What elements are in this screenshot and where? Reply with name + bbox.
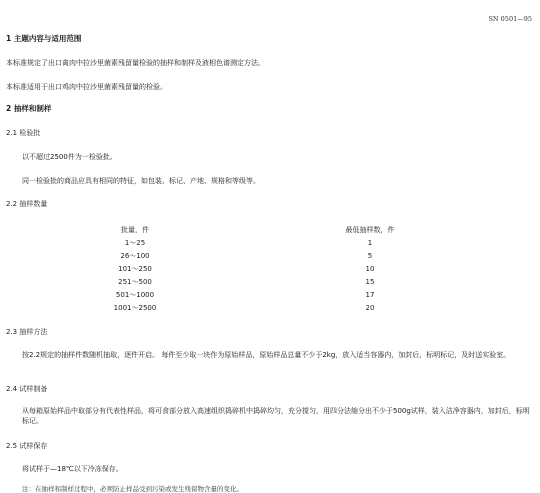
section-2-4-paragraph: 从每箱原始样品中取部分有代表性样品，将可食部分放入高速组织捣碎机中捣碎均匀，充分搅匀，用四分法缩分出不少于500g试样，装入洁净容器内，加封后，标明标记。 [22, 407, 530, 425]
section-2-1-heading: 2.1 检验批 [6, 129, 41, 137]
table-cell-batch: 501～1000 [115, 291, 155, 299]
table-cell-min-samples: 20 [365, 304, 375, 312]
section-2-5-heading: 2.5 试样保存 [6, 442, 48, 450]
table-header-batch: 批量，件 [121, 226, 149, 234]
section-2-3-heading: 2.3 抽样方法 [6, 328, 48, 336]
table-cell-batch: 1001～2500 [113, 304, 157, 312]
table-cell-min-samples: 10 [365, 265, 375, 273]
section-2-5-note: 注：在抽样和制样过程中，必须防止样品受到污染或发生残留物含量的变化。 [22, 485, 243, 493]
section-2-heading: 2 抽样和制样 [6, 104, 52, 113]
section-2-4-heading: 2.4 试样制备 [6, 385, 48, 393]
section-2-3-paragraph: 按2.2规定的抽样件数随机抽取，逐件开启。 每件至少取一块作为原始样品，原始样品总量不少于2kg，放入适当容器内，加封后，标明标记，及时送实验室。 [22, 351, 511, 359]
table-cell-batch: 26～100 [120, 252, 150, 260]
standard-code: SN 0501—95 [488, 15, 532, 23]
table-header-min-samples: 最低抽样数，件 [345, 226, 395, 234]
section-2-1-paragraph-1: 以不超过2500件为一检验批。 [22, 153, 117, 161]
table-cell-batch: 101～250 [118, 265, 152, 273]
section-1-paragraph-2: 本标准适用于出口鸡肉中拉沙里菌素残留量的检验。 [6, 83, 167, 91]
table-cell-batch: 1～25 [124, 239, 146, 247]
section-2-5-paragraph: 将试样于—18℃以下冷冻保存。 [22, 465, 123, 473]
table-cell-min-samples: 5 [367, 252, 373, 260]
section-1-heading: 1 主题内容与适用范围 [6, 34, 82, 43]
table-cell-min-samples: 1 [367, 239, 373, 247]
table-cell-min-samples: 15 [365, 278, 375, 286]
section-2-2-heading: 2.2 抽样数量 [6, 200, 48, 208]
section-2-1-paragraph-2: 同一检验批的商品应具有相同的特征，如包装、标记、产地、规格和等级等。 [22, 177, 260, 185]
section-1-paragraph-1: 本标准规定了出口禽肉中拉沙里菌素残留量检验的抽样和制样及液相色谱测定方法。 [6, 59, 265, 67]
table-cell-batch: 251～500 [118, 278, 152, 286]
table-cell-min-samples: 17 [365, 291, 375, 299]
